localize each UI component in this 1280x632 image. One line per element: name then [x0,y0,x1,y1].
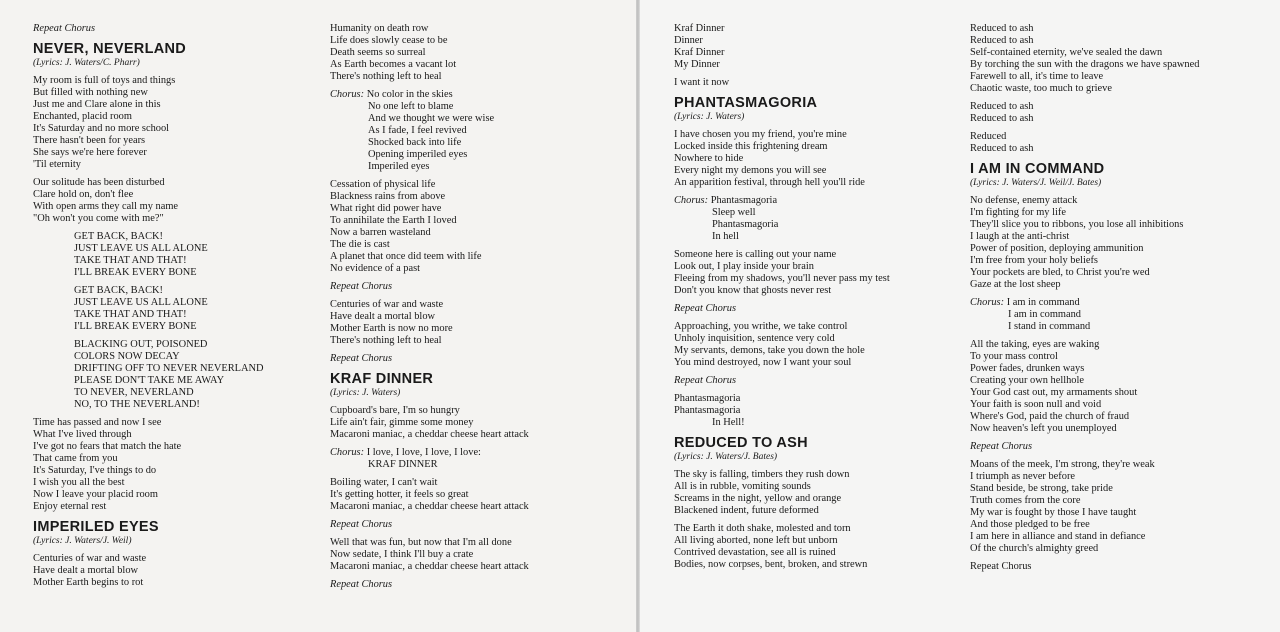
lyric-text: In hell [712,231,739,242]
lyric-line: Cupboard's bare, I'm so hungry [330,405,460,416]
lyric-text: Shocked back into life [368,137,462,148]
song-title: REDUCED TO ASH [674,435,808,451]
lyric-line: To annihilate the Earth I loved [330,215,457,226]
chorus-block [33,285,313,333]
lyric-line [330,447,620,459]
chorus-block [33,231,313,279]
lyric-text: And we thought we were wise [368,113,495,124]
lyric-text: Sleep well [712,207,756,218]
verse [33,177,313,225]
verse [970,195,1270,291]
lyrics-credit: (Lyrics: J. Waters/C. Pharr) [33,58,140,68]
lyric-line: BLACKING OUT, POISONED [74,339,208,350]
lyric-line: Bodies, now corpses, bent, broken, and strewn [674,559,868,570]
lyric-line: All the taking, eyes are waking [970,339,1100,350]
verse [674,129,954,189]
verse [330,299,620,347]
lyric-line: Now heaven's left you unemployed [970,423,1117,434]
lyric-text: I love, I love, I love, I love: [366,447,481,458]
lyric-line: COLORS NOW DECAY [74,351,180,362]
lyric-line: Your pockets are bled, to Christ you're wed [970,267,1150,278]
lyric-text: I am in command [1006,297,1080,308]
lyric-line [970,297,1270,309]
repeat-chorus-note [674,375,954,387]
lyric-line: There's nothing left to heal [330,335,442,346]
lyric-line: Have dealt a mortal blow [33,565,139,576]
lyric-text: No one left to blame [368,101,454,112]
lyric-line: Reduced to ash [970,143,1034,154]
lyric-line [330,459,620,471]
repeat-chorus-note [970,441,1270,453]
lyric-line: Self-contained eternity, we've sealed the dawn [970,47,1163,58]
repeat-chorus-note [33,23,313,35]
lyric-line [970,309,1270,321]
lyric-line: And those pledged to be free [970,519,1090,530]
lyric-line: My Dinner [674,59,720,70]
lyric-line [674,219,954,231]
lyric-line: Now a barren wasteland [330,227,431,238]
lyric-line: Dinner [674,35,703,46]
song-title: I AM IN COMMAND [970,161,1105,177]
lyric-line: My servants, demons, take you down the hole [674,345,865,356]
lyric-line: Reduced [970,131,1007,142]
chorus-label: Chorus: [330,447,365,458]
song-title: PHANTASMAGORIA [674,95,818,111]
lyric-line: Where's God, paid the church of fraud [970,411,1130,422]
repeat-chorus-note [674,303,954,315]
lyric-line: Power fades, drunken ways [970,363,1085,374]
lyrics-column-2 [330,23,620,597]
lyric-line: I'LL BREAK EVERY BONE [74,267,197,278]
verse [970,459,1270,555]
lyric-line: Humanity on death row [330,23,429,34]
lyric-line: Screams in the night, yellow and orange [674,493,842,504]
lyric-line: The Earth it doth shake, molested and torn [674,523,851,534]
lyric-line: Life does slowly cease to be [330,35,448,46]
verse [33,417,313,513]
lyric-line: Your God cast out, my armaments shout [970,387,1138,398]
verse [970,101,1270,125]
lyric-line: Stand beside, be strong, take pride [970,483,1113,494]
chorus-block [330,447,620,471]
lyric-line: I've got no fears that match the hate [33,441,182,452]
verse [330,405,620,441]
lyric-text: Opening imperiled eyes [368,149,468,160]
lyric-line: I'm fighting for my life [970,207,1066,218]
verse [330,477,620,513]
lyric-line: Macaroni maniac, a cheddar cheese heart attack [330,429,529,440]
lyric-line: They'll slice you to ribbons, you lose all inhibitions [970,219,1184,230]
lyric-line: Gaze at the lost sheep [970,279,1061,290]
lyric-line: The sky is falling, timbers they rush down [674,469,850,480]
lyric-line: "Oh won't you come with me?" [33,213,164,224]
lyric-line: Mother Earth is now no more [330,323,453,334]
lyric-line [674,195,954,207]
lyric-line: Mother Earth begins to rot [33,577,144,588]
lyric-text: No color in the skies [366,89,453,100]
lyric-text: I am in command [1008,309,1082,320]
repeat-chorus-text: Repeat Chorus [674,375,737,386]
lyrics-credit: (Lyrics: J. Waters) [674,112,745,122]
lyric-line: As Earth becomes a vacant lot [330,59,457,70]
lyric-line [970,321,1270,333]
verse [674,469,954,517]
lyric-line: Your faith is soon null and void [970,399,1102,410]
verse [330,537,620,573]
lyric-line: I want it now [674,77,730,88]
lyric-line: Life ain't fair, gimme some money [330,417,474,428]
lyric-line: It's Saturday and no more school [33,123,170,134]
lyric-line [674,231,954,243]
lyric-line: I wish you all the best [33,477,125,488]
repeat-chorus-text: Repeat Chorus [970,441,1033,452]
lyrics-credit: (Lyrics: J. Waters/J. Bates) [674,452,778,462]
lyric-line: I'm free from your holy beliefs [970,255,1098,266]
lyric-line: Macaroni maniac, a cheddar cheese heart attack [330,561,529,572]
lyric-line [330,113,620,125]
lyric-line: Phantasmagoria [674,405,741,416]
lyric-line: It's getting hotter, it feels so great [330,489,469,500]
lyric-line: Someone here is calling out your name [674,249,837,260]
lyric-line: Reduced to ash [970,113,1034,124]
lyric-line [330,161,620,173]
lyric-line: Cessation of physical life [330,179,436,190]
lyric-line: The die is cast [330,239,390,250]
lyric-line: In Hell! [712,417,745,428]
lyric-line: You mind destroyed, now I want your soul [674,357,852,368]
repeat-chorus-text: Repeat Chorus [330,519,393,530]
lyrics-column-4 [970,23,1270,579]
lyric-line: TAKE THAT AND THAT! [74,255,187,266]
lyric-line: I laugh at the anti-christ [970,231,1070,242]
lyric-line: Enchanted, placid room [33,111,132,122]
repeat-chorus-text: Repeat Chorus [970,561,1032,572]
lyrics-credit: (Lyrics: J. Waters/J. Weil/J. Bates) [970,178,1102,188]
chorus-label: Chorus: [970,297,1005,308]
repeat-chorus-note [330,579,620,591]
lyric-text: KRAF DINNER [368,459,438,470]
lyric-text: Imperiled eyes [368,161,430,172]
lyric-line [330,101,620,113]
lyric-line: Farewell to all, it's time to leave [970,71,1104,82]
verse [33,75,313,171]
repeat-chorus-note [330,353,620,365]
lyric-line: My war is fought by those I have taught [970,507,1137,518]
lyric-line: Blackness rains from above [330,191,446,202]
lyric-text: Phantasmagoria [712,219,779,230]
lyric-line: Don't you know that ghosts never rest [674,285,832,296]
lyric-line: Power of position, deploying ammunition [970,243,1144,254]
verse [330,179,620,275]
verse [970,339,1270,435]
verse [330,23,620,83]
chorus-block [330,89,620,173]
lyric-line: It's Saturday, I've things to do [33,465,157,476]
lyric-line: Phantasmagoria [674,393,741,404]
lyric-line: To your mass control [970,351,1058,362]
verse [970,23,1270,95]
lyric-line: Clare hold on, don't flee [33,189,134,200]
lyrics-column-1 [33,23,313,595]
lyric-line: Reduced to ash [970,35,1034,46]
lyric-line: Moans of the meek, I'm strong, they're weak [970,459,1155,470]
repeat-chorus-text: Repeat Chorus [330,353,393,364]
lyric-line: Truth comes from the core [970,495,1081,506]
lyrics-credit: (Lyrics: J. Waters/J. Weil) [33,536,132,546]
lyric-line: All is in rubble, vomiting sounds [674,481,811,492]
lyric-line: Fleeing from my shadows, you'll never pass my test [674,273,890,284]
lyric-line: Look out, I play inside your brain [674,261,814,272]
lyric-line: I have chosen you my friend, you're mine [674,129,847,140]
outro-block [674,393,954,429]
lyric-line: Have dealt a mortal blow [330,311,436,322]
lyric-line: With open arms they call my name [33,201,179,212]
lyric-line: I'LL BREAK EVERY BONE [74,321,197,332]
verse [33,553,313,589]
chorus-label: Chorus: [330,89,365,100]
lyric-line: I triumph as never before [970,471,1076,482]
lyric-line: JUST LEAVE US ALL ALONE [74,243,208,254]
lyric-line: Our solitude has been disturbed [33,177,165,188]
chorus-block [970,297,1270,333]
lyric-line: PLEASE DON'T TAKE ME AWAY [74,375,225,386]
lyric-line: Approaching, you writhe, we take control [674,321,848,332]
chorus-block [33,339,313,411]
lyric-line: GET BACK, BACK! [74,285,164,296]
lyric-line: TO NEVER, NEVERLAND [74,387,194,398]
song-title: NEVER, NEVERLAND [33,41,187,57]
verse [674,321,954,369]
lyric-line: Contrived devastation, see all is ruined [674,547,836,558]
lyric-line: My room is full of toys and things [33,75,176,86]
lyric-line: Enjoy eternal rest [33,501,107,512]
lyric-line: By torching the sun with the dragons we have spawned [970,59,1200,70]
lyric-line: Locked inside this frightening dream [674,141,828,152]
lyric-line: TAKE THAT AND THAT! [74,309,187,320]
lyric-line: Now I leave your placid room [33,489,158,500]
lyric-line: She says we're here forever [33,147,147,158]
repeat-chorus-text: Repeat Chorus [674,303,737,314]
lyric-line: But filled with nothing new [33,87,148,98]
lyric-line: That came from you [33,453,118,464]
lyric-line: Centuries of war and waste [330,299,444,310]
lyric-line: No evidence of a past [330,263,421,274]
lyric-line: Centuries of war and waste [33,553,147,564]
verse [674,523,954,571]
lyric-text: I stand in command [1008,321,1091,332]
lyric-text: As I fade, I feel revived [368,125,467,136]
lyric-line: Kraf Dinner [674,23,725,34]
lyric-line: DRIFTING OFF TO NEVER NEVERLAND [74,363,264,374]
lyric-line: All living aborted, none left but unborn [674,535,838,546]
lyric-line: JUST LEAVE US ALL ALONE [74,297,208,308]
repeat-chorus-text: Repeat Chorus [330,281,393,292]
lyric-line: Macaroni maniac, a cheddar cheese heart attack [330,501,529,512]
lyric-line: Well that was fun, but now that I'm all done [330,537,512,548]
repeat-chorus-text: Repeat Chorus [33,23,96,34]
lyric-line: Reduced to ash [970,23,1034,34]
lyric-line: I am here in alliance and stand in defiance [970,531,1146,542]
lyric-line [674,207,954,219]
repeat-chorus-note [970,561,1270,573]
lyric-line: What I've lived through [33,429,132,440]
lyric-line: What right did power have [330,203,442,214]
lyric-line [330,125,620,137]
chorus-block [674,195,954,243]
lyric-line: There's nothing left to heal [330,71,442,82]
lyric-line: Chaotic waste, too much to grieve [970,83,1112,94]
chorus-label: Chorus: [674,195,709,206]
lyric-line: Kraf Dinner [674,47,725,58]
verse [674,23,954,71]
lyric-line: Blackened indent, future deformed [674,505,819,516]
lyric-line: Nowhere to hide [674,153,744,164]
lyric-line: Boiling water, I can't wait [330,477,438,488]
lyric-line: No defense, enemy attack [970,195,1078,206]
repeat-chorus-text: Repeat Chorus [330,579,393,590]
lyric-line: Of the church's almighty greed [970,543,1099,554]
lyric-line [330,89,620,101]
lyric-line: Death seems so surreal [330,47,426,58]
verse [674,249,954,297]
lyric-line: A planet that once did teem with life [330,251,482,262]
lyric-line: Every night my demons you will see [674,165,827,176]
lyric-line: Unholy inquisition, sentence very cold [674,333,835,344]
lyric-line: There hasn't been for years [33,135,146,146]
verse [970,131,1270,155]
lyric-line: Now sedate, I think I'll buy a crate [330,549,474,560]
repeat-chorus-note [330,281,620,293]
lyric-line: GET BACK, BACK! [74,231,164,242]
lyrics-credit: (Lyrics: J. Waters) [330,388,401,398]
lyric-line: NO, TO THE NEVERLAND! [74,399,200,410]
lyric-line: Reduced to ash [970,101,1034,112]
lyric-line [330,149,620,161]
verse [674,77,954,89]
song-title: IMPERILED EYES [33,519,159,535]
repeat-chorus-note [330,519,620,531]
lyric-line: Just me and Clare alone in this [33,99,161,110]
lyric-line: 'Til eternity [33,159,81,170]
lyric-text: Phantasmagoria [710,195,778,206]
lyric-line: Creating your own hellhole [970,375,1084,386]
lyric-line: An apparition festival, through hell you'll ride [674,177,865,188]
song-title: KRAF DINNER [330,371,434,387]
lyric-line: Time has passed and now I see [33,417,162,428]
lyric-line [330,137,620,149]
lyrics-column-3 [674,23,954,577]
